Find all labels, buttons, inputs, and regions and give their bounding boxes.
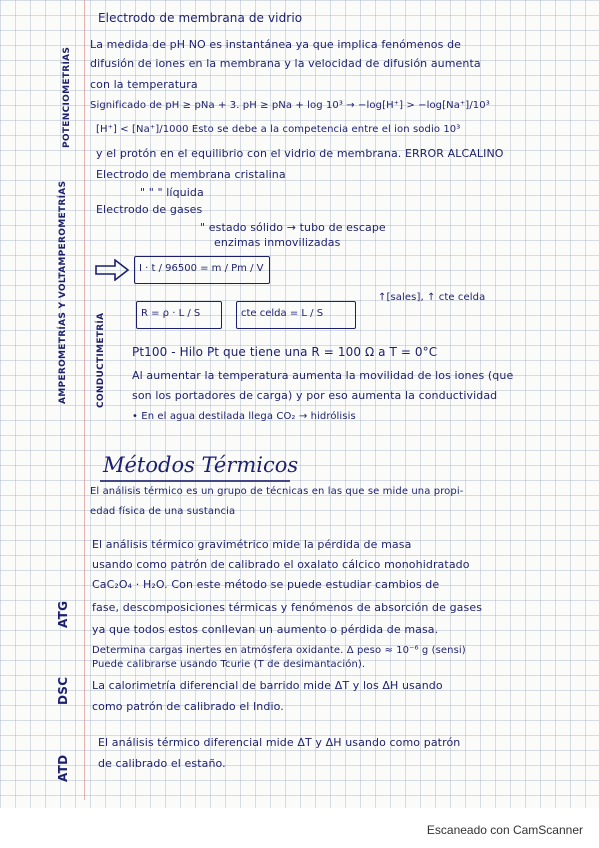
text-line: con la temperatura <box>90 78 198 91</box>
cell-constant-formula-box: cte celda = L / S <box>236 301 356 329</box>
side-label-conductimetria: CONDUCTIMETRÍA <box>96 312 106 408</box>
resistance-formula-box: R = ρ · L / S <box>136 301 222 329</box>
text-line: " " " líquida <box>140 186 204 199</box>
side-label-atg: ATG <box>56 600 70 628</box>
text-line: ya que todos estos conllevan un aumento o pérdida de masa. <box>92 623 439 636</box>
faraday-formula-box: I · t / 96500 = m / Pm / V <box>134 256 270 284</box>
right-arrow-icon <box>95 259 129 281</box>
text-line: Puede calibrarse usando Tcurie (T de desimantación). <box>92 659 366 670</box>
text-line: Determina cargas inertes en atmósfera oxidante. Δ peso ≈ 10⁻⁶ g (sensi) <box>92 645 466 656</box>
text-line: La medida de pH NO es instantánea ya que implica fenómenos de <box>90 38 462 51</box>
side-label-atd: ATD <box>56 754 70 782</box>
text-line: son los portadores de carga) y por eso aumenta la conductividad <box>132 389 498 402</box>
text-line: CaC₂O₄ · H₂O. Con este método se puede estudiar cambios de <box>92 578 440 591</box>
text-line: Pt100 - Hilo Pt que tiene una R = 100 Ω a T = 0°C <box>132 345 438 359</box>
text-line: Al aumentar la temperatura aumenta la movilidad de los iones (que <box>132 369 514 382</box>
text-line: [H⁺] < [Na⁺]/1000 Esto se debe a la competencia entre el ion sodio 10³ <box>96 124 461 135</box>
text-line: difusión de iones en la membrana y la velocidad de difusión aumenta <box>90 57 481 70</box>
section-title: Métodos Térmicos <box>103 453 299 477</box>
text-line: " estado sólido → tubo de escape <box>200 221 386 234</box>
text-line: y el protón en el equilibrio con el vidrio de membrana. ERROR ALCALINO <box>96 147 504 160</box>
title-underline <box>100 480 290 482</box>
side-label-dsc: DSC <box>56 676 70 705</box>
side-label-potenciometrias: POTENCIOMETRÍAS <box>62 46 72 148</box>
margin-line <box>84 0 85 800</box>
text-line: fase, descomposiciones térmicas y fenómenos de absorción de gases <box>92 601 483 614</box>
text-line: Electrodo de gases <box>96 203 203 216</box>
text-line: enzimas inmovilizadas <box>214 236 341 249</box>
text-line: Significado de pH ≥ pNa + 3. pH ≥ pNa + log 10³ → −log[H⁺] > −log[Na⁺]/10³ <box>90 100 490 111</box>
text-line: Electrodo de membrana cristalina <box>96 168 286 181</box>
text-line: ↑[sales], ↑ cte celda <box>378 292 486 303</box>
text-line: edad física de una sustancia <box>90 506 236 517</box>
heading-electrodo-vidrio: Electrodo de membrana de vidrio <box>98 11 303 25</box>
text-line: de calibrado el estaño. <box>98 757 226 770</box>
camscanner-watermark: Escaneado con CamScanner <box>426 823 583 837</box>
text-line: como patrón de calibrado el Indio. <box>92 700 284 713</box>
text-line: El análisis térmico es un grupo de técnicas en las que se mide una propi- <box>90 486 464 497</box>
side-label-amperometrias: AMPEROMETRÍAS Y VOLTAMPEROMETRÍAS <box>58 180 68 404</box>
text-line: El análisis térmico gravimétrico mide la pérdida de masa <box>92 538 412 551</box>
text-line: usando como patrón de calibrado el oxalato cálcico monohidratado <box>92 558 470 571</box>
text-line: El análisis térmico diferencial mide ΔT y ΔH usando como patrón <box>98 736 461 749</box>
text-line: • En el agua destilada llega CO₂ → hidrólisis <box>132 411 356 422</box>
text-line: La calorimetría diferencial de barrido mide ΔT y los ΔH usando <box>92 679 443 692</box>
